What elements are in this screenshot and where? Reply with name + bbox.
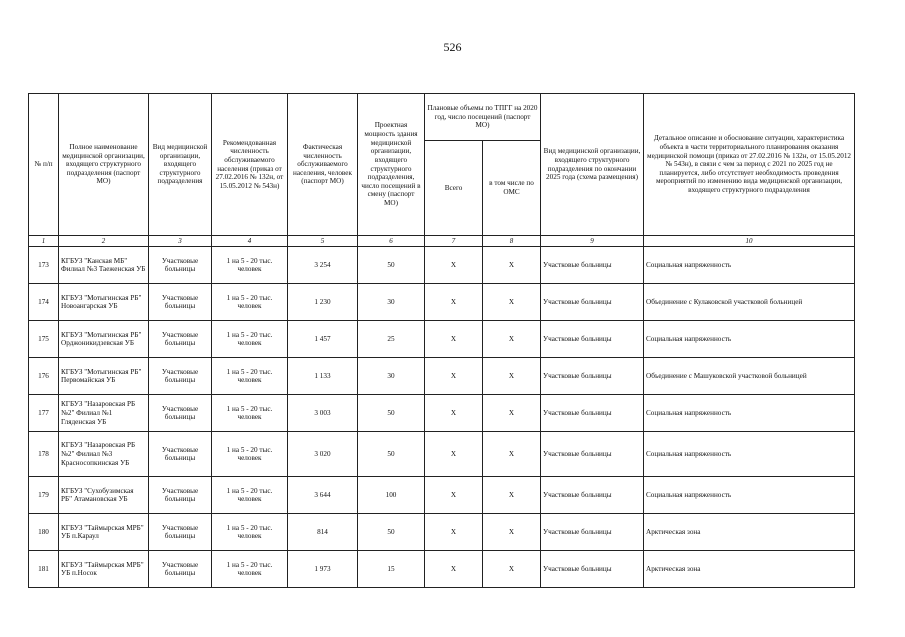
col-number: 9 bbox=[541, 236, 644, 247]
header-kind2025: Вид медицинской организации, входящего структурного подразделения по окончании 2025 года (схема размещения) bbox=[541, 94, 644, 236]
row-plan-oms: X bbox=[483, 284, 541, 321]
row-type: Участковые больницы bbox=[149, 432, 212, 477]
row-note: Социальная напряженность bbox=[644, 247, 855, 284]
row-plan-all: X bbox=[425, 551, 483, 588]
col-number: 8 bbox=[483, 236, 541, 247]
header-org: Полное наименование медицинской организации, входящего структурного подразделения (паспорт МО) bbox=[59, 94, 149, 236]
header-plan: Плановые объемы по ТПГГ на 2020 год, число посещений (паспорт МО) bbox=[425, 94, 541, 141]
row-type: Участковые больницы bbox=[149, 321, 212, 358]
row-index: 177 bbox=[29, 395, 59, 432]
table-row bbox=[29, 432, 855, 477]
row-plan-oms: X bbox=[483, 551, 541, 588]
row-plan-oms: X bbox=[483, 358, 541, 395]
row-org: КГБУЗ "Таймырская МРБ" УБ п.Караул bbox=[59, 514, 149, 551]
col-number: 10 bbox=[644, 236, 855, 247]
row-index: 181 bbox=[29, 551, 59, 588]
row-cap: 15 bbox=[358, 551, 425, 588]
col-number: 5 bbox=[288, 236, 358, 247]
row-cap: 30 bbox=[358, 284, 425, 321]
row-index: 176 bbox=[29, 358, 59, 395]
row-pop: 814 bbox=[288, 514, 358, 551]
col-number: 1 bbox=[29, 236, 59, 247]
row-pop: 3 254 bbox=[288, 247, 358, 284]
row-plan-oms: X bbox=[483, 514, 541, 551]
row-plan-oms: X bbox=[483, 247, 541, 284]
row-kind2025: Участковые больницы bbox=[541, 358, 644, 395]
col-number: 2 bbox=[59, 236, 149, 247]
row-note: Социальная напряженность bbox=[644, 477, 855, 514]
row-cap: 25 bbox=[358, 321, 425, 358]
row-plan-oms: X bbox=[483, 432, 541, 477]
row-index: 174 bbox=[29, 284, 59, 321]
row-type: Участковые больницы bbox=[149, 358, 212, 395]
row-org: КГБУЗ "Назаровская РБ №2" Филиал №3 Красносопкинская УБ bbox=[59, 432, 149, 477]
row-note: Социальная напряженность bbox=[644, 395, 855, 432]
row-kind2025: Участковые больницы bbox=[541, 432, 644, 477]
col-number: 7 bbox=[425, 236, 483, 247]
header-norm: Рекомендованная численность обслуживаемого населения (приказ от 27.02.2016 № 132н, от 15.05.2012 № 543н) bbox=[212, 94, 288, 236]
row-index: 173 bbox=[29, 247, 59, 284]
header-plan-oms: в том числе по ОМС bbox=[483, 141, 541, 236]
row-norm: 1 на 5 - 20 тыс. человек bbox=[212, 477, 288, 514]
row-norm: 1 на 5 - 20 тыс. человек bbox=[212, 432, 288, 477]
row-note: Объединение с Машуковской участковой больницей bbox=[644, 358, 855, 395]
row-kind2025: Участковые больницы bbox=[541, 514, 644, 551]
row-note: Социальная напряженность bbox=[644, 321, 855, 358]
row-kind2025: Участковые больницы bbox=[541, 395, 644, 432]
row-index: 180 bbox=[29, 514, 59, 551]
row-norm: 1 на 5 - 20 тыс. человек bbox=[212, 284, 288, 321]
row-index: 179 bbox=[29, 477, 59, 514]
row-org: КГБУЗ "Мотыгинская РБ" Первомайская УБ bbox=[59, 358, 149, 395]
row-pop: 1 133 bbox=[288, 358, 358, 395]
row-type: Участковые больницы bbox=[149, 395, 212, 432]
row-type: Участковые больницы bbox=[149, 477, 212, 514]
row-pop: 3 003 bbox=[288, 395, 358, 432]
row-note: Арктическая зона bbox=[644, 514, 855, 551]
row-org: КГБУЗ "Мотыгинская РБ" Новоангарская УБ bbox=[59, 284, 149, 321]
row-type: Участковые больницы bbox=[149, 247, 212, 284]
row-cap: 50 bbox=[358, 432, 425, 477]
row-plan-all: X bbox=[425, 358, 483, 395]
row-pop: 3 644 bbox=[288, 477, 358, 514]
row-type: Участковые больницы bbox=[149, 514, 212, 551]
row-org: КГБУЗ "Канская МБ" Филиал №3 Таеженская УБ bbox=[59, 247, 149, 284]
table-row bbox=[29, 395, 855, 432]
row-norm: 1 на 5 - 20 тыс. человек bbox=[212, 395, 288, 432]
row-index: 178 bbox=[29, 432, 59, 477]
row-plan-all: X bbox=[425, 432, 483, 477]
row-plan-all: X bbox=[425, 477, 483, 514]
row-note: Объединение с Кулаковской участковой больницей bbox=[644, 284, 855, 321]
row-kind2025: Участковые больницы bbox=[541, 284, 644, 321]
header-pop: Фактическая численность обслуживаемого населения, человек (паспорт МО) bbox=[288, 94, 358, 236]
row-plan-oms: X bbox=[483, 321, 541, 358]
table-row bbox=[29, 514, 855, 551]
row-plan-all: X bbox=[425, 247, 483, 284]
row-pop: 3 020 bbox=[288, 432, 358, 477]
header-note: Детальное описание и обоснование ситуации, характеристика объекта в части территориального планирования оказания медицинской помощи (приказ от 27.02.2016 № 132н, от 15.05.2012 № 543н), в связи с чем за период с 2021 по 2025 год не планируется, либо отсутствует необходимость проведения мероприятий по изменению вида медицинской организации, входящего структурного подразделения bbox=[644, 94, 855, 236]
page-number: 526 bbox=[443, 40, 462, 54]
row-cap: 100 bbox=[358, 477, 425, 514]
row-norm: 1 на 5 - 20 тыс. человек bbox=[212, 551, 288, 588]
row-pop: 1 230 bbox=[288, 284, 358, 321]
table-row bbox=[29, 477, 855, 514]
table-row bbox=[29, 284, 855, 321]
row-pop: 1 457 bbox=[288, 321, 358, 358]
row-plan-all: X bbox=[425, 395, 483, 432]
row-kind2025: Участковые больницы bbox=[541, 247, 644, 284]
row-org: КГБУЗ "Сухобузимская РБ" Атамановская УБ bbox=[59, 477, 149, 514]
row-plan-all: X bbox=[425, 514, 483, 551]
header-plan-all: Всего bbox=[425, 141, 483, 236]
facilities-table bbox=[28, 93, 855, 588]
row-note: Арктическая зона bbox=[644, 551, 855, 588]
row-index: 175 bbox=[29, 321, 59, 358]
row-plan-oms: X bbox=[483, 395, 541, 432]
table-row bbox=[29, 321, 855, 358]
header-type: Вид медицинской организации, входящего структурного подразделения bbox=[149, 94, 212, 236]
row-kind2025: Участковые больницы bbox=[541, 321, 644, 358]
row-cap: 50 bbox=[358, 395, 425, 432]
row-plan-oms: X bbox=[483, 477, 541, 514]
header-num: № п/п bbox=[29, 94, 59, 236]
col-number: 6 bbox=[358, 236, 425, 247]
table-row bbox=[29, 247, 855, 284]
row-org: КГБУЗ "Мотыгинская РБ" Орджоникидзевская УБ bbox=[59, 321, 149, 358]
row-type: Участковые больницы bbox=[149, 284, 212, 321]
row-cap: 50 bbox=[358, 514, 425, 551]
row-org: КГБУЗ "Назаровская РБ №2" Филиал №1 Гляденская УБ bbox=[59, 395, 149, 432]
table-row bbox=[29, 358, 855, 395]
row-norm: 1 на 5 - 20 тыс. человек bbox=[212, 247, 288, 284]
row-norm: 1 на 5 - 20 тыс. человек bbox=[212, 358, 288, 395]
row-org: КГБУЗ "Таймырская МРБ" УБ п.Носок bbox=[59, 551, 149, 588]
row-plan-all: X bbox=[425, 284, 483, 321]
header-cap: Проектная мощность здания медицинской организации, входящего структурного подразделения, число посещений в смену (паспорт МО) bbox=[358, 94, 425, 236]
row-cap: 50 bbox=[358, 247, 425, 284]
col-number: 3 bbox=[149, 236, 212, 247]
row-note: Социальная напряженность bbox=[644, 432, 855, 477]
row-norm: 1 на 5 - 20 тыс. человек bbox=[212, 321, 288, 358]
row-kind2025: Участковые больницы bbox=[541, 551, 644, 588]
table-row bbox=[29, 551, 855, 588]
row-norm: 1 на 5 - 20 тыс. человек bbox=[212, 514, 288, 551]
col-number: 4 bbox=[212, 236, 288, 247]
row-cap: 30 bbox=[358, 358, 425, 395]
row-type: Участковые больницы bbox=[149, 551, 212, 588]
header-row bbox=[29, 94, 855, 141]
row-kind2025: Участковые больницы bbox=[541, 477, 644, 514]
row-pop: 1 973 bbox=[288, 551, 358, 588]
column-number-row bbox=[29, 236, 855, 247]
row-plan-all: X bbox=[425, 321, 483, 358]
